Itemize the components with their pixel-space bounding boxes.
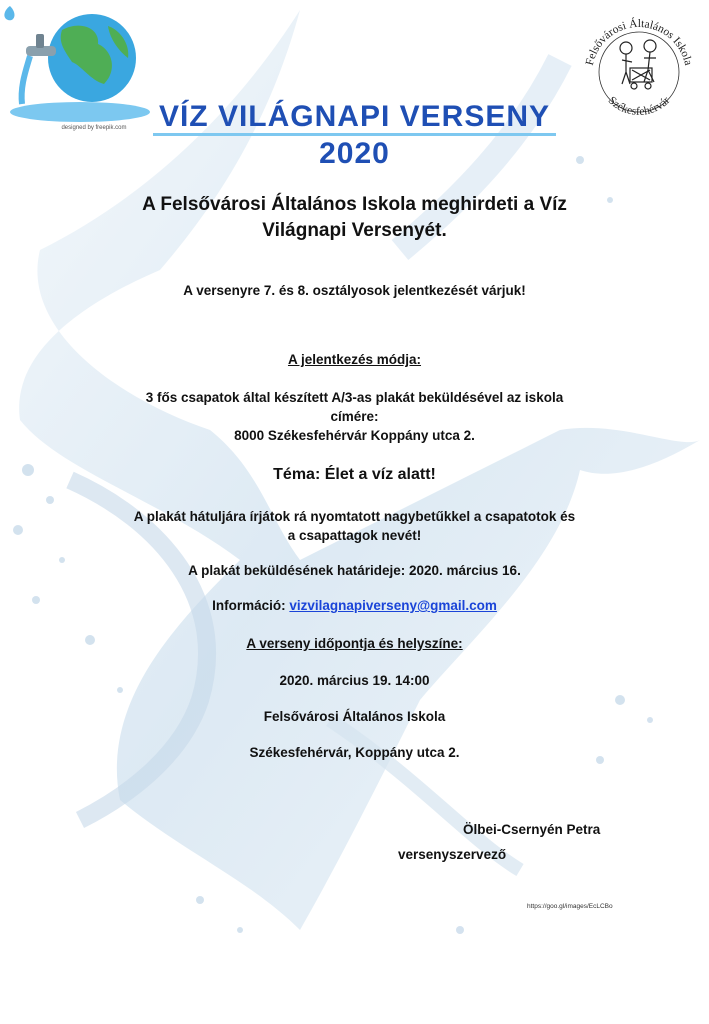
instructions-line-2: a csapattagok nevét! bbox=[287, 528, 422, 543]
application-heading: A jelentkezés módja: bbox=[287, 352, 422, 367]
application-line-1: 3 fős csapatok által készített A/3-as plakát beküldésével az iskola bbox=[145, 390, 564, 405]
instructions-text bbox=[0, 507, 709, 545]
event-address: Székesfehérvár, Koppány utca 2. bbox=[249, 745, 460, 760]
image-credit: https://goo.gl/images/EcLCBo bbox=[527, 903, 613, 910]
application-line-2: címére: bbox=[330, 409, 379, 424]
application-address: 8000 Székesfehérvár Koppány utca 2. bbox=[234, 428, 475, 443]
title-line-1: VÍZ VILÁGNAPI VERSENY bbox=[153, 100, 556, 136]
email-link[interactable]: vizvilagnapiverseny@gmail.com bbox=[289, 598, 497, 613]
organizer-role: versenyszervező bbox=[398, 847, 507, 862]
event-venue: Felsővárosi Általános Iskola bbox=[263, 709, 446, 724]
application-text bbox=[0, 388, 709, 445]
instructions-line-1: A plakát hátuljára írjátok rá nyomtatott nagybetűkkel a csapatotok és bbox=[133, 509, 576, 524]
intro-line-1: A Felsővárosi Általános Iskola meghirdeti a Víz bbox=[142, 194, 567, 215]
intro-text bbox=[0, 192, 709, 244]
intro-line-2: Világnapi Versenyét. bbox=[262, 220, 447, 241]
event-heading: A verseny időpontja és helyszíne: bbox=[246, 636, 463, 651]
logo-caption: designed by freepik.com bbox=[61, 125, 127, 131]
svg-text:Felsővárosi Általános Iskola bbox=[584, 16, 694, 67]
organizer-name: Ölbei-Csernyén Petra bbox=[463, 822, 601, 837]
seal-bottom-text: Székesfehérvár bbox=[605, 94, 673, 118]
info-line bbox=[0, 598, 709, 613]
event-datetime: 2020. március 19. 14:00 bbox=[279, 673, 430, 688]
flyer-title bbox=[0, 100, 709, 134]
seal-top-text: Felsővárosi Általános Iskola bbox=[583, 17, 695, 67]
title-year: 2020 bbox=[319, 137, 390, 170]
audience-text: A versenyre 7. és 8. osztályosok jelentkezését várjuk! bbox=[183, 283, 526, 298]
theme-text: Téma: Élet a víz alatt! bbox=[273, 466, 436, 483]
info-label: Információ: bbox=[212, 598, 286, 613]
deadline-text: A plakát beküldésének határideje: 2020. március 16. bbox=[188, 563, 521, 578]
